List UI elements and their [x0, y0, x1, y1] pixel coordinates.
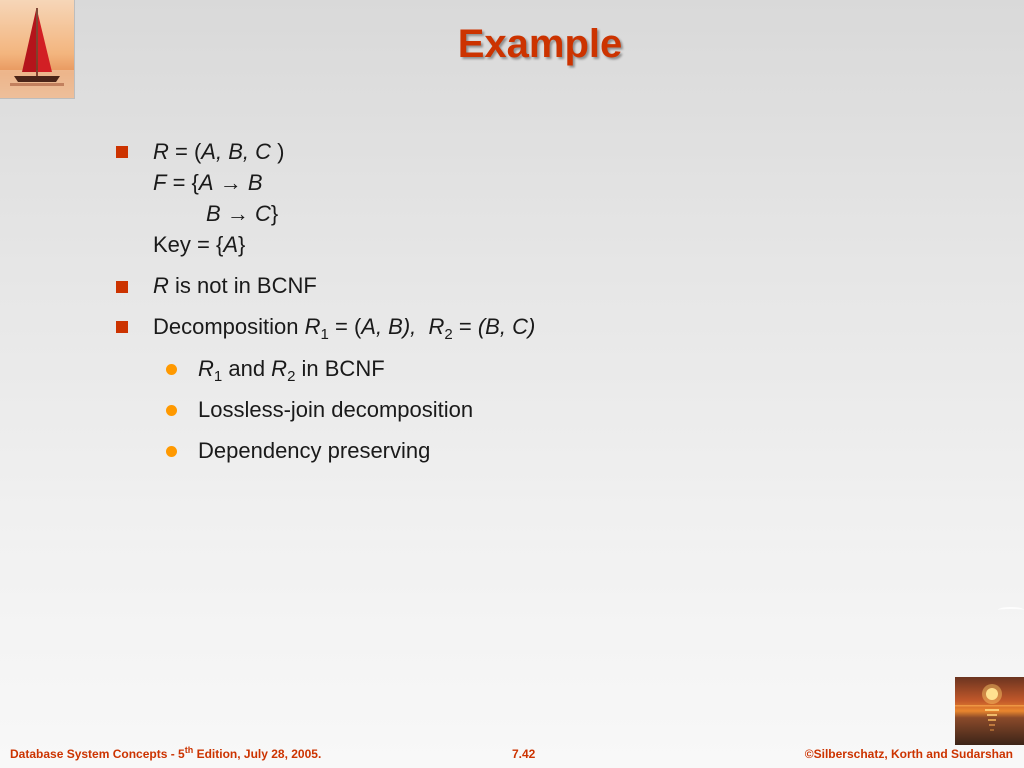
sunset-image — [955, 677, 1024, 745]
slide-title: Example — [457, 22, 623, 66]
relation-definition: R = (A, B, C ) — [153, 139, 285, 164]
sub-bullet-bcnf: $R_1$ and $R_2$ in BCNF — [198, 356, 385, 385]
footer-page-number: 7.42 — [512, 747, 536, 761]
decomposition-line: Decomposition $R_1 = (A$, B), $R_2 = (B$, C) — [153, 314, 536, 343]
fd-set-line-1: F = {A → B — [153, 170, 263, 195]
bullet-square-icon — [116, 281, 128, 293]
arrow-icon: → — [219, 170, 242, 195]
bullet-square-icon — [116, 146, 128, 158]
footer-book-info: Database System Concepts - 5th Edition, July 28, 2005. — [10, 745, 322, 761]
wave-decoration — [998, 607, 1024, 613]
sub-bullet-dependency: Dependency preserving — [198, 438, 431, 463]
bullet-dot-icon — [166, 446, 177, 457]
arrow-icon: → — [226, 201, 249, 226]
footer-copyright: ©Silberschatz, Korth and Sudarshan — [804, 747, 1013, 761]
fd-set-line-2: B → C} — [206, 201, 279, 226]
key-line: Key = {A} — [153, 232, 246, 257]
bullet-dot-icon — [166, 364, 177, 375]
bcnf-statement: R is not in BCNF — [153, 273, 317, 298]
sub-bullet-lossless: Lossless-join decomposition — [198, 397, 474, 422]
bullet-square-icon — [116, 321, 128, 333]
bullet-dot-icon — [166, 405, 177, 416]
